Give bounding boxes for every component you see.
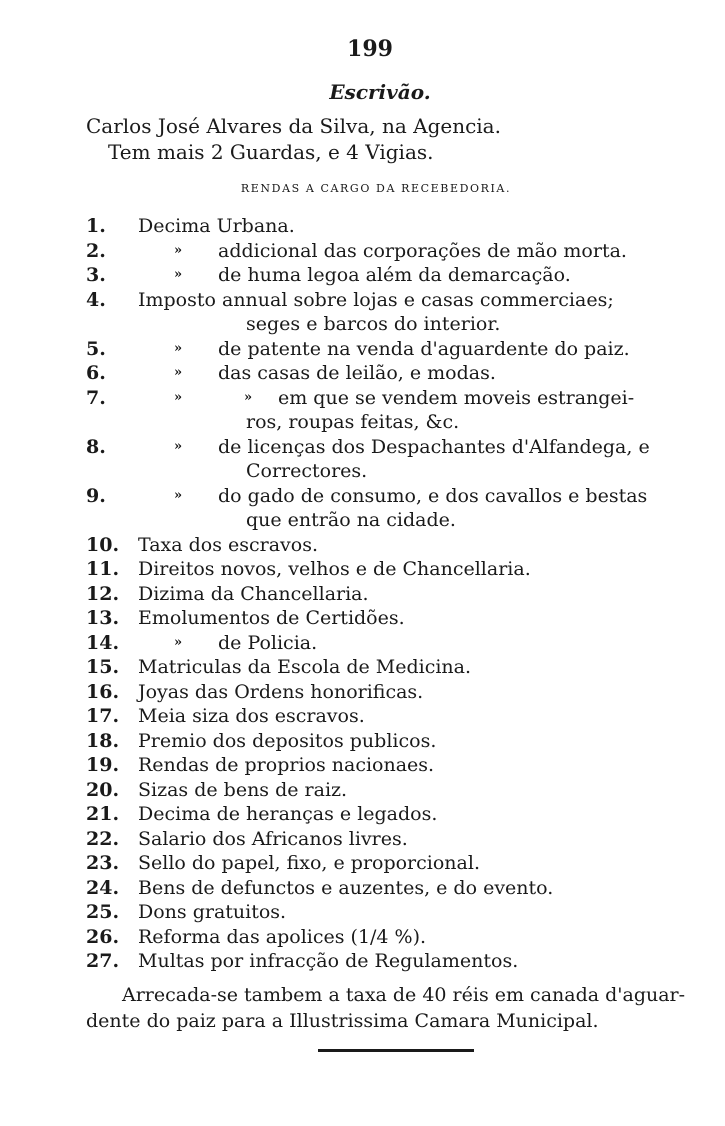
item-number: 22.: [86, 827, 120, 850]
ditto-mark: »: [173, 340, 183, 356]
list-item: [86, 778, 676, 803]
list-item: [86, 337, 676, 362]
item-text: do gado de consumo, e dos cavallos e bestas: [218, 484, 648, 507]
list-item: [86, 753, 676, 778]
item-number: 26.: [86, 925, 120, 948]
list-item: [86, 288, 676, 313]
list-item: [86, 802, 676, 827]
ditto-mark: »: [173, 487, 183, 503]
item-text: Direitos novos, velhos e de Chancellaria.: [138, 558, 531, 580]
list-item: [86, 386, 676, 411]
list-item: [86, 484, 676, 509]
item-number: 8.: [86, 435, 106, 458]
list-item: [86, 704, 676, 729]
list-item: [86, 729, 676, 754]
item-text: de Policia.: [218, 631, 318, 654]
item-number: 14.: [86, 631, 120, 654]
list-item: [86, 925, 676, 950]
closing-paragraph: [86, 982, 686, 1034]
item-number: 10.: [86, 533, 120, 556]
item-text: de patente na venda d'aguardente do paiz.: [218, 337, 630, 360]
item-text: Rendas de proprios nacionaes.: [138, 754, 435, 776]
closing-line-1: Arrecada-se tambem a taxa de 40 réis em canada d'aguar-: [122, 984, 686, 1006]
item-number: 15.: [86, 656, 120, 678]
ditto-mark: »: [173, 438, 183, 454]
item-number: 2.: [86, 239, 106, 262]
list-item: [86, 557, 676, 582]
list-item: [86, 949, 676, 974]
list-item: [86, 631, 676, 656]
item-text: Joyas das Ordens honorificas.: [138, 680, 424, 703]
item-text: de huma legoa além da demarcação.: [218, 264, 571, 286]
list-item: [86, 876, 676, 901]
list-item: [86, 606, 676, 631]
item-number: 25.: [86, 901, 120, 923]
item-continuation: que entrão na cidade.: [246, 509, 456, 531]
item-text: Matriculas da Escola de Medicina.: [138, 656, 472, 678]
staff-line-1: Carlos José Alvares da Silva, na Agencia.: [86, 114, 501, 138]
item-text: Bens de defunctos e auzentes, e do evento.: [138, 876, 554, 899]
revenue-list: [86, 214, 676, 974]
closing-line-2: dente do paiz para a Illustrissima Camara Municipal.: [86, 1010, 599, 1032]
item-number: 11.: [86, 558, 120, 580]
item-text: Dizima da Chancellaria.: [138, 582, 369, 605]
ditto-mark: »: [173, 634, 183, 650]
item-continuation: seges e barcos do interior.: [246, 313, 501, 335]
item-text: Dons gratuitos.: [138, 901, 287, 923]
item-number: 4.: [86, 288, 106, 311]
ditto-mark: »: [243, 389, 253, 405]
list-item: [86, 827, 676, 852]
section-heading: Escrivão.: [329, 80, 431, 104]
list-item: [86, 680, 676, 705]
item-text: Emolumentos de Certidões.: [138, 607, 405, 629]
list-item: [86, 239, 676, 264]
item-number: 16.: [86, 680, 120, 703]
page-number: 199: [347, 36, 393, 62]
item-text: addicional das corporações de mão morta.: [218, 239, 627, 262]
list-item: [86, 361, 676, 386]
item-number: 21.: [86, 803, 120, 825]
item-number: 20.: [86, 778, 120, 801]
list-subheading: RENDAS A CARGO DA RECEBEDORIA.: [240, 182, 512, 195]
item-number: 17.: [86, 705, 120, 727]
item-text: Meia siza dos escravos.: [138, 705, 365, 727]
item-number: 9.: [86, 484, 106, 507]
item-continuation: ros, roupas feitas, &c.: [246, 411, 460, 433]
ditto-mark: »: [173, 389, 183, 405]
item-continuation: Correctores.: [246, 460, 368, 482]
list-item: [86, 851, 676, 876]
item-number: 13.: [86, 607, 120, 629]
item-text: Sizas de bens de raiz.: [138, 778, 348, 801]
item-text: das casas de leilão, e modas.: [218, 362, 496, 384]
item-number: 19.: [86, 754, 120, 776]
list-item: [86, 263, 676, 288]
item-number: 7.: [86, 386, 106, 409]
item-number: 1.: [86, 215, 106, 237]
end-rule: [318, 1049, 474, 1052]
item-number: 27.: [86, 950, 120, 972]
staff-line-2: Tem mais 2 Guardas, e 4 Vigias.: [108, 140, 434, 164]
item-text: Multas por infracção de Regulamentos.: [138, 950, 519, 972]
item-text: Sello do papel, fixo, e proporcional.: [138, 852, 480, 874]
item-text: Decima Urbana.: [138, 215, 295, 237]
list-item: [86, 435, 676, 460]
list-item: [86, 582, 676, 607]
ditto-mark: »: [173, 242, 183, 258]
item-text: Taxa dos escravos.: [138, 533, 319, 556]
item-text: em que se vendem moveis estrangei-: [278, 386, 635, 409]
item-number: 12.: [86, 582, 120, 605]
list-item: [86, 655, 676, 680]
item-number: 5.: [86, 337, 106, 360]
item-number: 6.: [86, 362, 106, 384]
item-text: Decima de heranças e legados.: [138, 803, 438, 825]
list-item: [86, 900, 676, 925]
item-number: 24.: [86, 876, 120, 899]
ditto-mark: »: [173, 365, 183, 380]
item-text: de licenças dos Despachantes d'Alfandega, e: [218, 435, 650, 458]
item-text: Salario dos Africanos livres.: [138, 827, 408, 850]
ditto-mark: »: [173, 267, 183, 282]
item-number: 23.: [86, 852, 120, 874]
item-text: Imposto annual sobre lojas e casas commerciaes;: [138, 288, 614, 311]
list-item: [86, 533, 676, 558]
item-text: Premio dos depositos publicos.: [138, 729, 437, 752]
item-text: Reforma das apolices (1/4 %).: [138, 925, 427, 948]
item-number: 3.: [86, 264, 106, 286]
item-number: 18.: [86, 729, 120, 752]
list-item: [86, 214, 676, 239]
